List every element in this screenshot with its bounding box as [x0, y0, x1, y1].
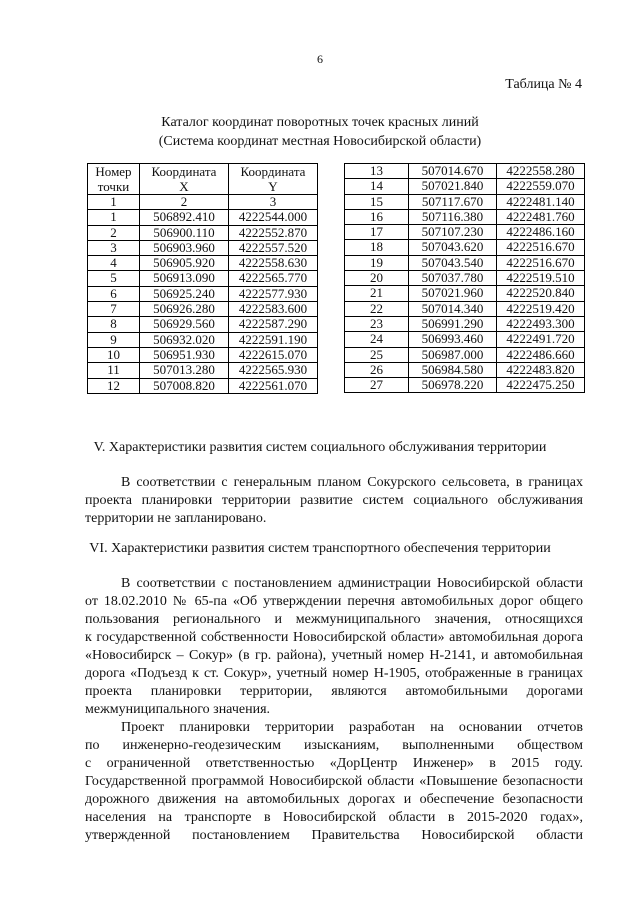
coordinate-y-cell: 4222486.660: [497, 347, 585, 362]
table-row: [345, 240, 585, 255]
header-coordinate-x: [140, 164, 229, 195]
coordinate-x-cell: 506892.410: [140, 210, 229, 225]
coordinate-x-cell: 506987.000: [409, 347, 497, 362]
point-number-cell: 5: [88, 271, 140, 286]
point-number-cell: 25: [345, 347, 409, 362]
paragraph-line: В соответствии с генеральным планом Сокурского сельсовета, в границах: [121, 475, 583, 490]
table-row: [345, 255, 585, 270]
point-number-cell: 10: [88, 347, 140, 362]
header-point-number: [88, 164, 140, 195]
coordinates-table-left: [87, 163, 318, 394]
section-6-paragraph-2: [85, 719, 583, 845]
coordinate-x-cell: 507043.540: [409, 255, 497, 270]
paragraph-line: по инженерно-геодезическим изысканиям, выполненными обществом: [85, 738, 583, 753]
table-row: [345, 271, 585, 286]
coordinate-y-cell: 4222587.290: [229, 317, 318, 332]
coordinate-x-cell: 506925.240: [140, 286, 229, 301]
paragraph-line: к государственной собственности Новосибирской области» автомобильная дорога: [85, 630, 583, 645]
point-number-cell: 26: [345, 362, 409, 377]
table-row: [345, 209, 585, 224]
table-row: [88, 286, 318, 301]
coordinate-x-cell: 507014.340: [409, 301, 497, 316]
index-cell: 1: [88, 195, 140, 210]
table-row: [345, 286, 585, 301]
point-number-cell: 11: [88, 363, 140, 378]
point-number-cell: 9: [88, 332, 140, 347]
coordinate-y-cell: 4222493.300: [497, 316, 585, 331]
table-row: [88, 302, 318, 317]
coordinate-x-cell: 507037.780: [409, 271, 497, 286]
point-number-cell: 23: [345, 316, 409, 331]
section-6-heading: VI. Характеристики развития систем транспортного обеспечения территории: [89, 541, 551, 556]
table-row: [345, 179, 585, 194]
paragraph-line: проекта планировки территории развитие систем социального обслуживания: [85, 493, 583, 508]
caption-line-1: Каталог координат поворотных точек красных линий: [161, 115, 479, 130]
coordinate-x-cell: 506991.290: [409, 316, 497, 331]
header-text: Y: [268, 179, 278, 194]
table-row: [345, 225, 585, 240]
coordinate-y-cell: 4222552.870: [229, 225, 318, 240]
paragraph-line: Проект планировки территории разработан на основании отчетов: [121, 720, 583, 735]
coordinate-x-cell: 506905.920: [140, 256, 229, 271]
coordinate-x-cell: 507021.840: [409, 179, 497, 194]
table-row: [345, 378, 585, 393]
index-cell: 2: [140, 195, 229, 210]
coordinate-y-cell: 4222519.510: [497, 271, 585, 286]
coordinate-x-cell: 506978.220: [409, 378, 497, 393]
table-row: [345, 332, 585, 347]
table-row: [345, 194, 585, 209]
coordinate-x-cell: 506900.110: [140, 225, 229, 240]
point-number-cell: 7: [88, 302, 140, 317]
table-row: [88, 271, 318, 286]
coordinate-y-cell: 4222483.820: [497, 362, 585, 377]
coordinate-y-cell: 4222565.770: [229, 271, 318, 286]
header-text: Номер: [95, 164, 132, 179]
header-text: X: [179, 179, 189, 194]
table-row: [345, 164, 585, 179]
paragraph-line: пользования регионального и межмуниципального значения, относящихся: [85, 612, 583, 627]
right-table-body: [345, 164, 585, 393]
paragraph-line: межмуниципального значения.: [85, 702, 271, 717]
paragraph-line: территории не запланировано.: [85, 511, 267, 526]
table-header-row: [88, 164, 318, 195]
coordinate-x-cell: 506932.020: [140, 332, 229, 347]
coordinate-y-cell: 4222491.720: [497, 332, 585, 347]
table-row: [88, 225, 318, 240]
page-number: 6: [317, 52, 323, 66]
paragraph-line: дорога «Подъезд к ст. Сокур», учетный номер Н-1905, отображенные в границах: [85, 666, 583, 681]
point-number-cell: 19: [345, 255, 409, 270]
coordinate-x-cell: 507116.380: [409, 209, 497, 224]
coordinate-y-cell: 4222577.930: [229, 286, 318, 301]
header-text: Координата: [240, 164, 306, 179]
table-row: [345, 301, 585, 316]
table-row: [345, 347, 585, 362]
coordinate-x-cell: 506951.930: [140, 347, 229, 362]
coordinate-y-cell: 4222558.630: [229, 256, 318, 271]
point-number-cell: 21: [345, 286, 409, 301]
coordinate-x-cell: 506929.560: [140, 317, 229, 332]
point-number-cell: 14: [345, 179, 409, 194]
paragraph-line: Государственной программой Новосибирской области «Повышение безопасности: [85, 774, 583, 789]
coordinate-x-cell: 507021.960: [409, 286, 497, 301]
paragraph-line: населения на транспорте в Новосибирской области в 2015-2020 годах»,: [85, 810, 583, 825]
header-coordinate-y: [229, 164, 318, 195]
coordinate-y-cell: 4222481.760: [497, 209, 585, 224]
point-number-cell: 4: [88, 256, 140, 271]
coordinate-y-cell: 4222475.250: [497, 378, 585, 393]
section-5-heading: V. Характеристики развития систем социального обслуживания территории: [93, 440, 547, 455]
point-number-cell: 18: [345, 240, 409, 255]
coordinate-x-cell: 506913.090: [140, 271, 229, 286]
table-row: [88, 240, 318, 255]
header-text: Координата: [151, 164, 217, 179]
coordinate-y-cell: 4222516.670: [497, 255, 585, 270]
coordinate-y-cell: 4222557.520: [229, 240, 318, 255]
table-row: [88, 363, 318, 378]
table-label: Таблица № 4: [505, 77, 582, 92]
point-number-cell: 6: [88, 286, 140, 301]
table-row: [88, 378, 318, 393]
table-row: [88, 210, 318, 225]
paragraph-line: дорожного движения на автомобильных дорогах и обеспечение безопасности: [85, 792, 583, 807]
table-caption: [0, 113, 640, 151]
point-number-cell: 8: [88, 317, 140, 332]
header-text: точки: [97, 179, 130, 194]
point-number-cell: 22: [345, 301, 409, 316]
coordinate-y-cell: 4222486.160: [497, 225, 585, 240]
coordinates-table-right: [344, 163, 585, 393]
point-number-cell: 24: [345, 332, 409, 347]
coordinate-x-cell: 506993.460: [409, 332, 497, 347]
point-number-cell: 16: [345, 209, 409, 224]
point-number-cell: 17: [345, 225, 409, 240]
coordinate-y-cell: 4222583.600: [229, 302, 318, 317]
point-number-cell: 27: [345, 378, 409, 393]
paragraph-line: «Новосибирск – Сокур» (в гр. района), учетный номер Н-2141, и автомобильная: [85, 648, 583, 663]
coordinate-y-cell: 4222561.070: [229, 378, 318, 393]
coordinate-x-cell: 506984.580: [409, 362, 497, 377]
index-cell: 3: [229, 195, 318, 210]
table-row: [345, 362, 585, 377]
table-row: [88, 256, 318, 271]
point-number-cell: 2: [88, 225, 140, 240]
left-table-body: [88, 210, 318, 394]
coordinate-y-cell: 4222481.140: [497, 194, 585, 209]
table-index-row: [88, 195, 318, 210]
point-number-cell: 15: [345, 194, 409, 209]
coordinate-x-cell: 507043.620: [409, 240, 497, 255]
coordinate-x-cell: 507013.280: [140, 363, 229, 378]
coordinate-y-cell: 4222559.070: [497, 179, 585, 194]
section-5-paragraph: [85, 474, 583, 528]
coordinate-x-cell: 506926.280: [140, 302, 229, 317]
table-row: [88, 317, 318, 332]
paragraph-line: от 18.02.2010 № 65-па «Об утверждении перечня автомобильных дорог общего: [85, 594, 583, 609]
coordinate-y-cell: 4222519.420: [497, 301, 585, 316]
paragraph-line: с ограниченной ответственностью «ДорЦентр Инженер» в 2015 году.: [85, 756, 583, 771]
point-number-cell: 20: [345, 271, 409, 286]
coordinate-y-cell: 4222520.840: [497, 286, 585, 301]
coordinate-x-cell: 506903.960: [140, 240, 229, 255]
coordinate-y-cell: 4222558.280: [497, 164, 585, 179]
caption-line-2: (Система координат местная Новосибирской области): [158, 134, 482, 149]
paragraph-line: проекта планировки территории, являются автомобильными дорогами: [85, 684, 583, 699]
coordinate-y-cell: 4222544.000: [229, 210, 318, 225]
point-number-cell: 3: [88, 240, 140, 255]
table-row: [88, 347, 318, 362]
coordinate-x-cell: 507014.670: [409, 164, 497, 179]
coordinate-x-cell: 507107.230: [409, 225, 497, 240]
point-number-cell: 12: [88, 378, 140, 393]
point-number-cell: 1: [88, 210, 140, 225]
paragraph-line: утвержденной постановлением Правительства Новосибирской области: [85, 828, 583, 843]
coordinate-y-cell: 4222591.190: [229, 332, 318, 347]
point-number-cell: 13: [345, 164, 409, 179]
table-row: [88, 332, 318, 347]
section-6-paragraph-1: [85, 575, 583, 719]
coordinate-x-cell: 507008.820: [140, 378, 229, 393]
coordinate-x-cell: 507117.670: [409, 194, 497, 209]
paragraph-line: В соответствии с постановлением администрации Новосибирской области: [121, 576, 583, 591]
coordinate-y-cell: 4222516.670: [497, 240, 585, 255]
coordinate-y-cell: 4222565.930: [229, 363, 318, 378]
coordinate-y-cell: 4222615.070: [229, 347, 318, 362]
table-row: [345, 316, 585, 331]
